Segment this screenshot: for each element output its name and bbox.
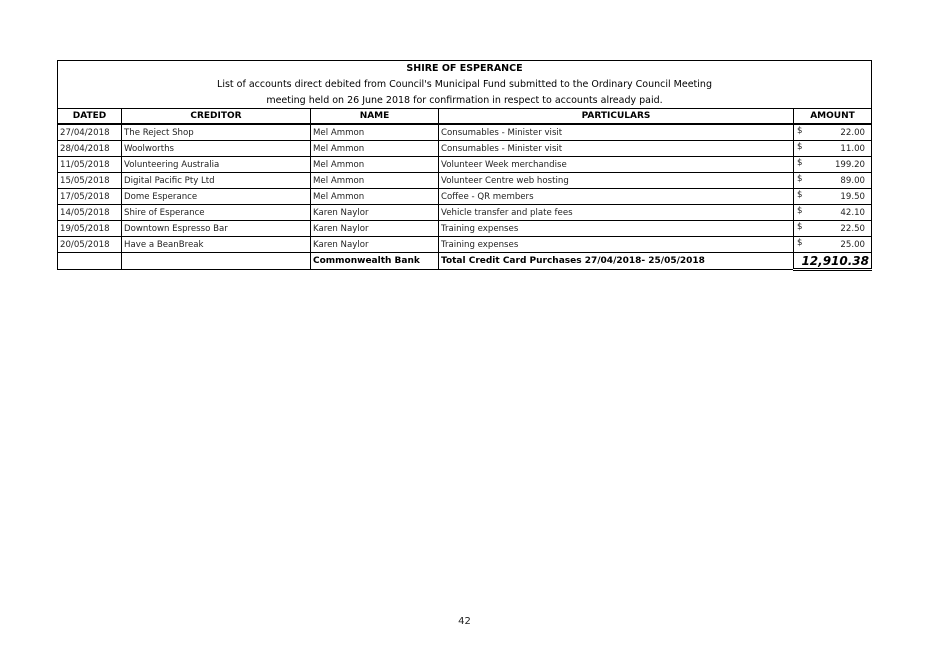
currency-symbol: $ (797, 206, 803, 216)
cell-creditor: Digital Pacific Pty Ltd (122, 173, 311, 189)
cell-name: Karen Naylor (311, 205, 439, 221)
amount-value: 25.00 (840, 239, 866, 250)
cell-amount (794, 221, 872, 237)
column-header-dated: DATED (58, 109, 122, 125)
cell-amount (794, 157, 872, 173)
cell-dated: 20/05/2018 (58, 237, 122, 253)
currency-symbol: $ (797, 190, 803, 200)
cell-name: Mel Ammon (311, 124, 439, 141)
currency-symbol: $ (797, 126, 803, 136)
currency-symbol: $ (797, 222, 803, 232)
total-name: Commonwealth Bank (311, 253, 439, 270)
cell-dated: 19/05/2018 (58, 221, 122, 237)
cell-particulars: Training expenses (439, 221, 794, 237)
cell-dated: 28/04/2018 (58, 141, 122, 157)
page-number: 42 (458, 616, 471, 627)
cell-particulars: Training expenses (439, 237, 794, 253)
document-title: SHIRE OF ESPERANCE (58, 61, 872, 77)
cell-dated: 27/04/2018 (58, 124, 122, 141)
currency-symbol: $ (797, 174, 803, 184)
cell-creditor: Downtown Espresso Bar (122, 221, 311, 237)
currency-symbol: $ (797, 142, 803, 152)
cell-dated: 15/05/2018 (58, 173, 122, 189)
cell-creditor: Have a BeanBreak (122, 237, 311, 253)
cell-creditor: The Reject Shop (122, 124, 311, 141)
document-subtitle-line-2: meeting held on 26 June 2018 for confirmation in respect to accounts already paid. (58, 92, 872, 109)
cell-name: Karen Naylor (311, 237, 439, 253)
total-particulars: Total Credit Card Purchases 27/04/2018- 25/05/2018 (439, 253, 794, 270)
table-row (58, 157, 872, 173)
amount-value: 22.00 (840, 127, 866, 138)
total-amount: 12,910.38 (794, 253, 872, 270)
cell-amount (794, 189, 872, 205)
cell-amount (794, 141, 872, 157)
amount-value: 22.50 (840, 223, 866, 234)
cell-particulars: Volunteer Centre web hosting (439, 173, 794, 189)
cell-creditor: Shire of Esperance (122, 205, 311, 221)
amount-value: 19.50 (840, 191, 866, 202)
cell-particulars: Coffee - QR members (439, 189, 794, 205)
cell-amount (794, 124, 872, 141)
table-row (58, 237, 872, 253)
cell-name: Mel Ammon (311, 157, 439, 173)
accounts-table (57, 60, 872, 271)
cell-particulars: Consumables - Minister visit (439, 141, 794, 157)
table-row (58, 141, 872, 157)
total-row (58, 253, 872, 270)
cell-name: Mel Ammon (311, 141, 439, 157)
column-header-creditor: CREDITOR (122, 109, 311, 125)
column-header-amount: AMOUNT (794, 109, 872, 125)
total-empty-creditor (122, 253, 311, 270)
cell-creditor: Dome Esperance (122, 189, 311, 205)
cell-particulars: Volunteer Week merchandise (439, 157, 794, 173)
cell-creditor: Volunteering Australia (122, 157, 311, 173)
amount-value: 89.00 (840, 175, 866, 186)
table-row (58, 124, 872, 141)
cell-amount (794, 173, 872, 189)
cell-name: Mel Ammon (311, 189, 439, 205)
cell-creditor: Woolworths (122, 141, 311, 157)
cell-name: Karen Naylor (311, 221, 439, 237)
cell-amount (794, 205, 872, 221)
total-empty-dated (58, 253, 122, 270)
cell-dated: 14/05/2018 (58, 205, 122, 221)
cell-amount (794, 237, 872, 253)
cell-particulars: Consumables - Minister visit (439, 124, 794, 141)
cell-dated: 11/05/2018 (58, 157, 122, 173)
cell-dated: 17/05/2018 (58, 189, 122, 205)
currency-symbol: $ (797, 158, 803, 168)
currency-symbol: $ (797, 238, 803, 248)
table-row (58, 189, 872, 205)
document-subtitle-line-1: List of accounts direct debited from Council's Municipal Fund submitted to the Ordinary Council Meeting (58, 76, 872, 92)
cell-particulars: Vehicle transfer and plate fees (439, 205, 794, 221)
amount-value: 42.10 (840, 207, 866, 218)
amount-value: 11.00 (840, 143, 866, 154)
column-header-particulars: PARTICULARS (439, 109, 794, 125)
table-row (58, 221, 872, 237)
cell-name: Mel Ammon (311, 173, 439, 189)
table-row (58, 205, 872, 221)
table-row (58, 173, 872, 189)
column-header-name: NAME (311, 109, 439, 125)
amount-value: 199.20 (834, 159, 866, 170)
